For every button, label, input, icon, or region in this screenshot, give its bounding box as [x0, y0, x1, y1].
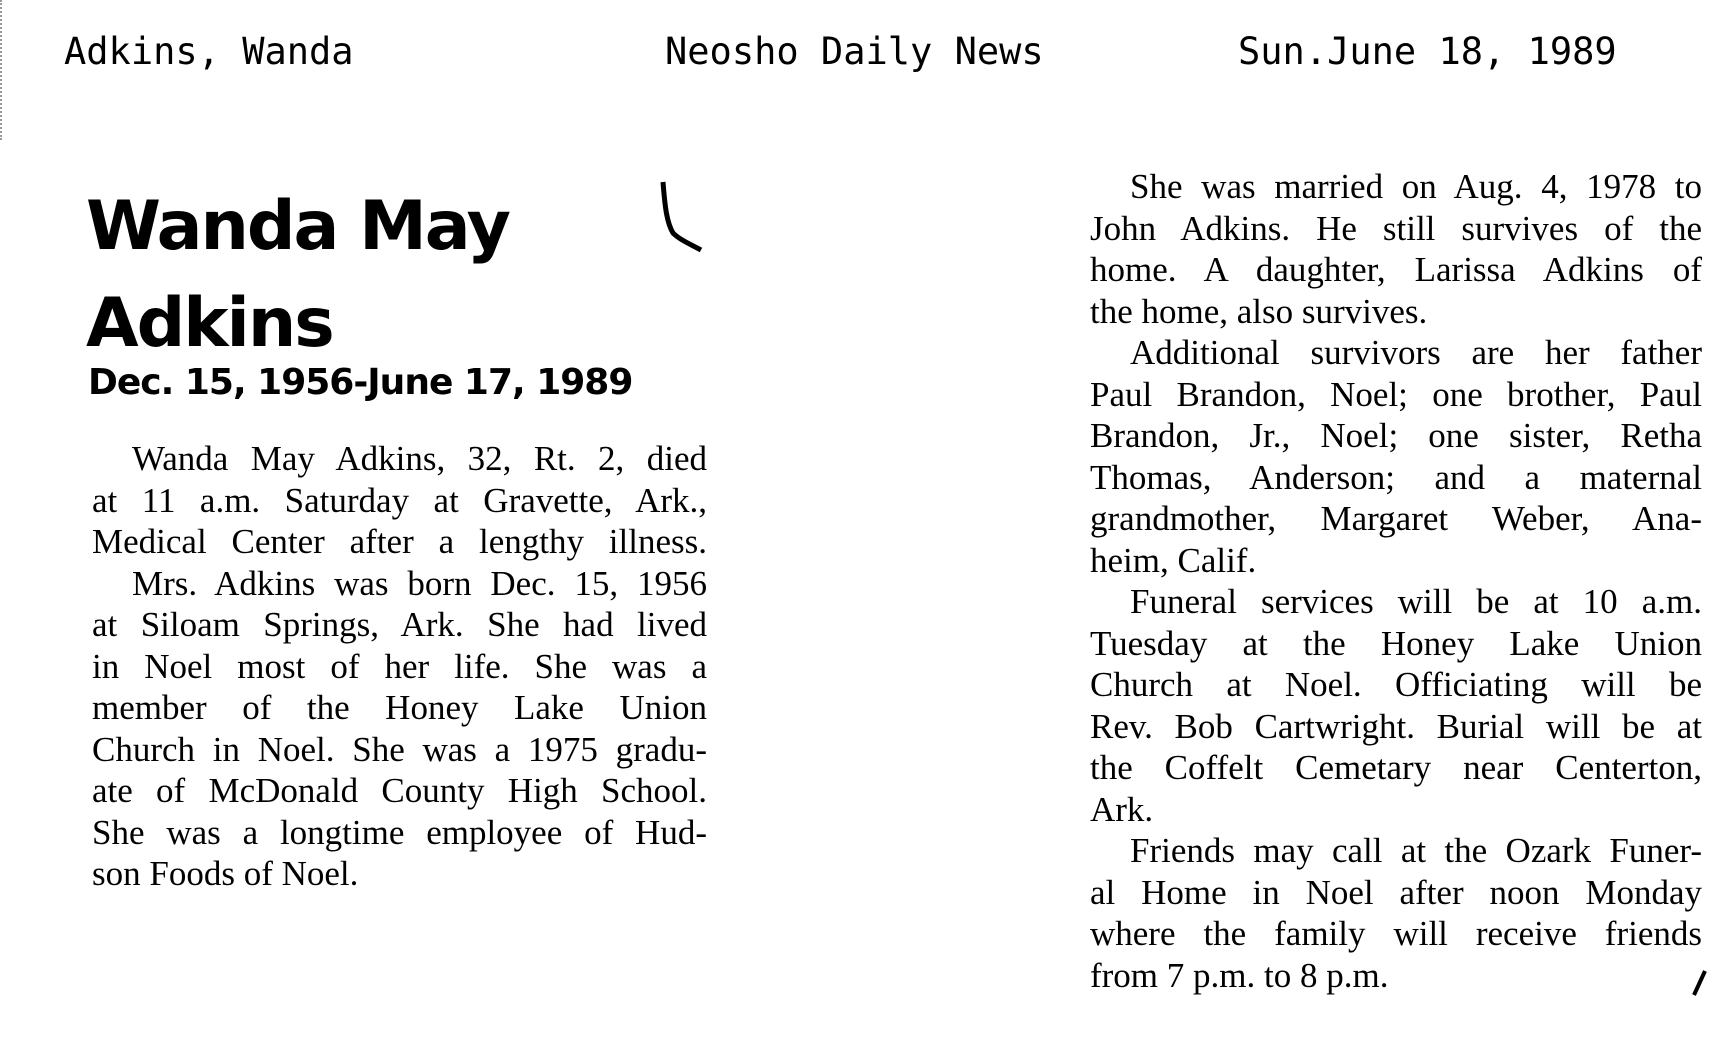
text-line: Tuesday at the Honey Lake Union	[1090, 623, 1702, 663]
text-line: grandmother, Margaret Weber, Ana-	[1090, 499, 1702, 538]
clipping-edge	[0, 0, 4, 140]
text-line: where the family will receive friends	[1090, 914, 1702, 953]
text-line: Paul Brandon, Noel; one brother, Paul	[1090, 374, 1702, 414]
text-line: Church in Noel. She was a 1975 gradu-	[92, 729, 707, 769]
text-line: Funeral services will be at 10 a.m.	[1130, 582, 1702, 621]
title-line-1: Wanda May	[86, 187, 509, 266]
text-line: home. A daughter, Larissa Adkins of	[1090, 250, 1702, 289]
text-line: from 7 p.m. to 8 p.m.	[1090, 955, 1389, 995]
right-column	[1090, 166, 1702, 996]
text-line: the Coffelt Cemetary near Centerton,	[1090, 748, 1702, 787]
text-line: al Home in Noel after noon Monday	[1090, 872, 1702, 912]
text-line: son Foods of Noel.	[92, 854, 359, 893]
text-line: She was a longtime employee of Hud-	[92, 812, 707, 852]
text-line: heim, Calif.	[1090, 540, 1257, 580]
title-line-2: Adkins	[86, 284, 333, 363]
text-line: She was married on Aug. 4, 1978 to	[1130, 167, 1702, 206]
text-line: Thomas, Anderson; and a maternal	[1090, 457, 1702, 497]
text-line: Mrs. Adkins was born Dec. 15, 1956	[132, 563, 707, 603]
header-date: Sun.June 18, 1989	[1238, 30, 1617, 73]
obituary-dates: Dec. 15, 1956-June 17, 1989	[88, 362, 633, 403]
pen-mark	[1690, 968, 1710, 998]
text-line: member of the Honey Lake Union	[92, 688, 707, 727]
text-line: John Adkins. He still survives of the	[1090, 208, 1702, 248]
text-line: in Noel most of her life. She was a	[92, 646, 707, 686]
header-name: Adkins, Wanda	[64, 30, 354, 73]
header-newspaper: Neosho Daily News	[665, 30, 1044, 73]
text-line: Additional survivors are her father	[1130, 333, 1702, 372]
text-line: Ark.	[1090, 789, 1154, 829]
obituary-title	[86, 178, 509, 372]
text-line: at 11 a.m. Saturday at Gravette, Ark.,	[92, 480, 707, 520]
text-line: Friends may call at the Ozark Funer-	[1130, 831, 1702, 870]
text-line: Rev. Bob Cartwright. Burial will be at	[1090, 706, 1702, 746]
text-line: at Siloam Springs, Ark. She had lived	[92, 605, 707, 644]
text-line: ate of McDonald County High School.	[92, 771, 707, 810]
text-line: Wanda May Adkins, 32, Rt. 2, died	[132, 439, 707, 478]
pen-mark	[655, 178, 705, 253]
text-line: Church at Noel. Officiating will be	[1090, 665, 1702, 704]
text-line: Medical Center after a lengthy illness.	[92, 522, 707, 561]
text-line: the home, also survives.	[1090, 291, 1428, 331]
left-column	[92, 438, 707, 895]
text-line: Brandon, Jr., Noel; one sister, Retha	[1090, 416, 1702, 455]
